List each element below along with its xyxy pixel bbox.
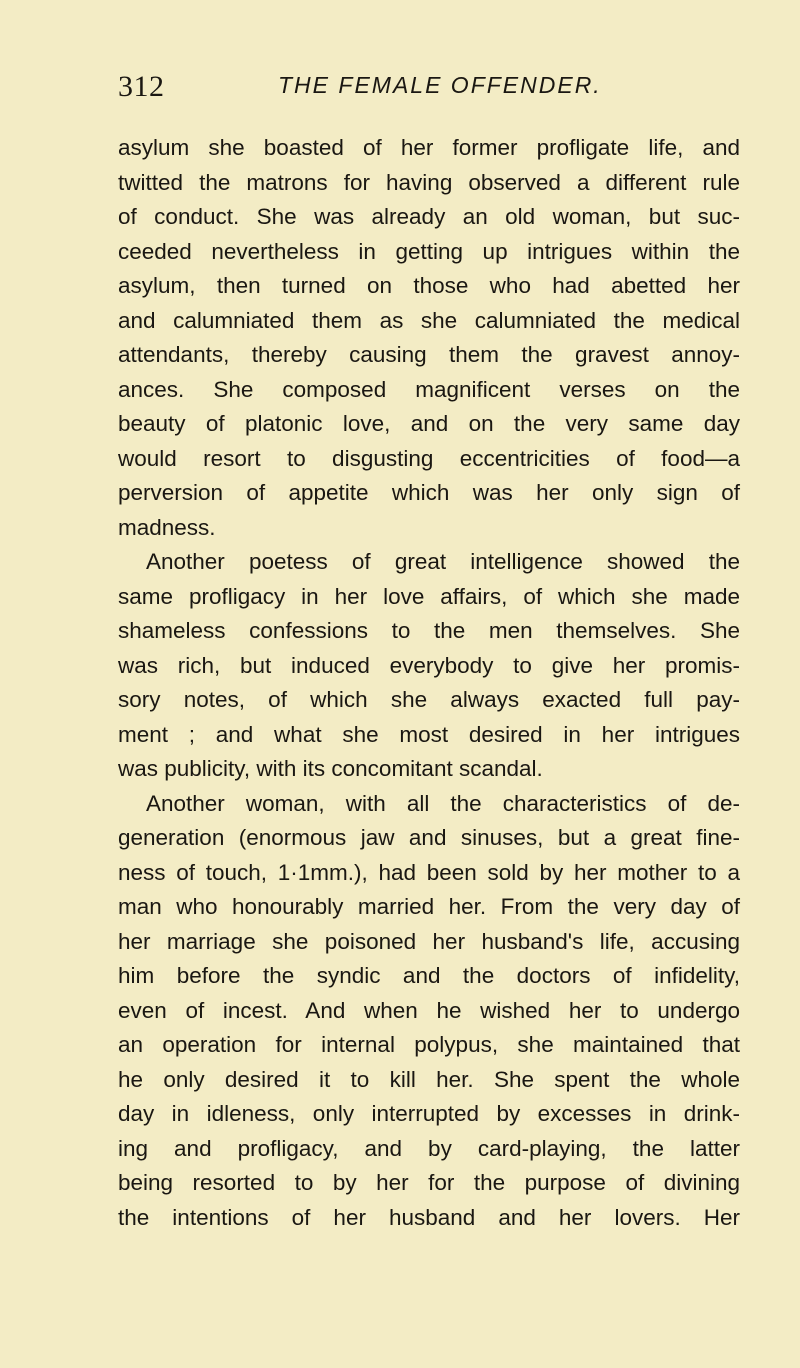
paragraph-end-line: madness. xyxy=(118,514,216,540)
text-line: same profligacy in her love affairs, of which she made xyxy=(118,583,740,609)
text-line: the intentions of her husband and her lovers. Her xyxy=(118,1204,740,1230)
text-line: her marriage she poisoned her husband's life, accusing xyxy=(118,928,740,954)
text-line: generation (enormous jaw and sinuses, but a great fine- xyxy=(118,825,740,850)
text-line: shameless confessions to the men themselves. She xyxy=(118,618,740,643)
text-line: ceeded nevertheless in getting up intrigues within the xyxy=(118,238,740,264)
text-line: asylum, then turned on those who had abetted her xyxy=(118,273,740,298)
text-line: being resorted to by her for the purpose of divining xyxy=(118,1170,740,1195)
text-line: even of incest. And when he wished her to undergo xyxy=(118,997,740,1023)
text-line: he only desired it to kill her. She spent the whole xyxy=(118,1066,740,1092)
paragraph-start-line: Another poetess of great intelligence showed the xyxy=(146,549,740,574)
text-line: and calumniated them as she calumniated the medical xyxy=(118,307,740,333)
text-line: day in idleness, only interrupted by excesses in drink- xyxy=(118,1101,740,1126)
text-line: sory notes, of which she always exacted full pay- xyxy=(118,687,740,712)
paragraph-start-line: Another woman, with all the characteristics of de- xyxy=(146,790,740,816)
text-line: attendants, thereby causing them the gravest annoy- xyxy=(118,342,740,367)
text-line: perversion of appetite which was her only sign of xyxy=(118,480,740,505)
text-line: an operation for internal polypus, she maintained that xyxy=(118,1032,740,1057)
text-line: twitted the matrons for having observed a different rule xyxy=(118,169,740,195)
text-line: ness of touch, 1·1mm.), had been sold by her mother to a xyxy=(118,859,740,885)
text-line: ing and profligacy, and by card-playing, the latter xyxy=(118,1135,740,1161)
text-line: ment ; and what she most desired in her intrigues xyxy=(118,721,740,747)
text-line: him before the syndic and the doctors of infidelity, xyxy=(118,963,740,988)
paragraph-end-line: was publicity, with its concomitant scandal. xyxy=(118,756,543,781)
running-head xyxy=(118,70,738,110)
text-line: was rich, but induced everybody to give her promis- xyxy=(118,652,740,678)
text-line: man who honourably married her. From the very day of xyxy=(118,894,740,919)
page-number: 312 xyxy=(118,70,165,103)
text-line: beauty of platonic love, and on the very same day xyxy=(118,411,740,436)
text-line: would resort to disgusting eccentricities of food—a xyxy=(118,445,740,471)
text-line: ances. She composed magnificent verses on the xyxy=(118,376,740,402)
text-line: of conduct. She was already an old woman, but suc- xyxy=(118,204,740,229)
text-line: asylum she boasted of her former profligate life, and xyxy=(118,135,740,160)
running-title: THE FEMALE OFFENDER. xyxy=(278,72,602,98)
body-text xyxy=(118,131,740,1235)
